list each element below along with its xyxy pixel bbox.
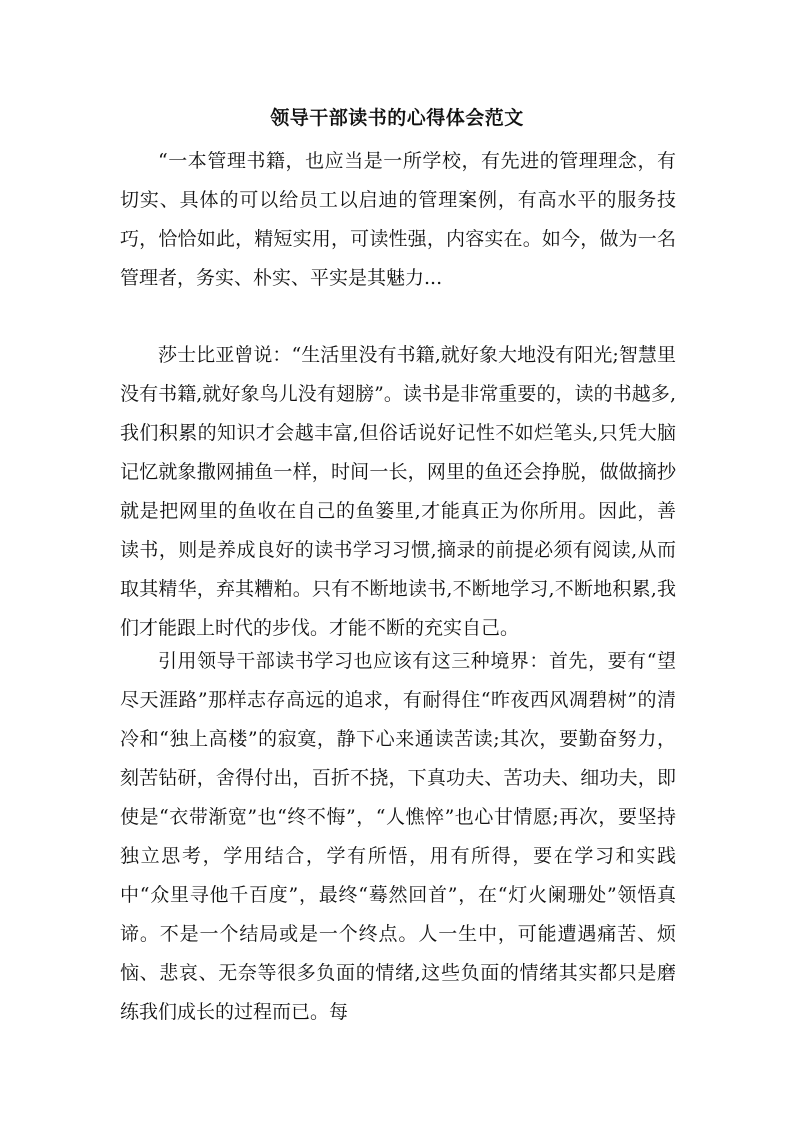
body-paragraph-2: 莎士比亚曾说：“生活里没有书籍,就好象大地没有阳光;智慧里没有书籍,就好象鸟儿没有翅膀”。读书是非常重要的，读的书越多,我们积累的知识才会越丰富,但俗话说好记性不如烂笔头,只凭大脑记忆就象撒网捕鱼一样，时间一长，网里的鱼还会挣脱，做做摘抄就是把网里的鱼收在自己的鱼篓里,才能真正为你所用。因此，善读书，则是养成良好的读书学习习惯,摘录的前提必须有阅读,从而取其精华，弃其糟粕。只有不断地读书,不断地学习,不断地积累,我们才能跟上时代的步伐。才能不断的充实自己。 xyxy=(120,344,676,639)
body-paragraph-3: 引用领导干部读书学习也应该有这三种境界：首先，要有“望尽天涯路”那样志存高远的追求，有耐得住“昨夜西风凋碧树”的清冷和“独上高楼”的寂寞，静下心来通读苦读;其次，要勤奋努力，刻苦钻研，舍得付出，百折不挠，下真功夫、苦功夫、细功夫，即使是“衣带渐宽”也“终不悔”，“人憔悴”也心甘情愿;再次，要坚持独立思考，学用结合，学有所悟，用有所得，要在学习和实践中“众里寻他千百度”，最终“蓦然回首”，在“灯火阑珊处”领悟真谛。不是一个结局或是一个终点。人一生中，可能遭遇痛苦、烦恼、悲哀、无奈等很多负面的情绪,这些负面的情绪其实都只是磨练我们成长的过程而已。每 xyxy=(120,650,676,1023)
document-title: 领导干部读书的心得体会范文 xyxy=(270,107,524,129)
body-paragraph-1: “一本管理书籍，也应当是一所学校，有先进的管理理念，有切实、具体的可以给员工以启迪的管理案例，有高水平的服务技巧，恰恰如此，精短实用，可读性强，内容实在。如今，做为一名管理者，务实、朴实、平实是其魅力... xyxy=(120,150,676,289)
